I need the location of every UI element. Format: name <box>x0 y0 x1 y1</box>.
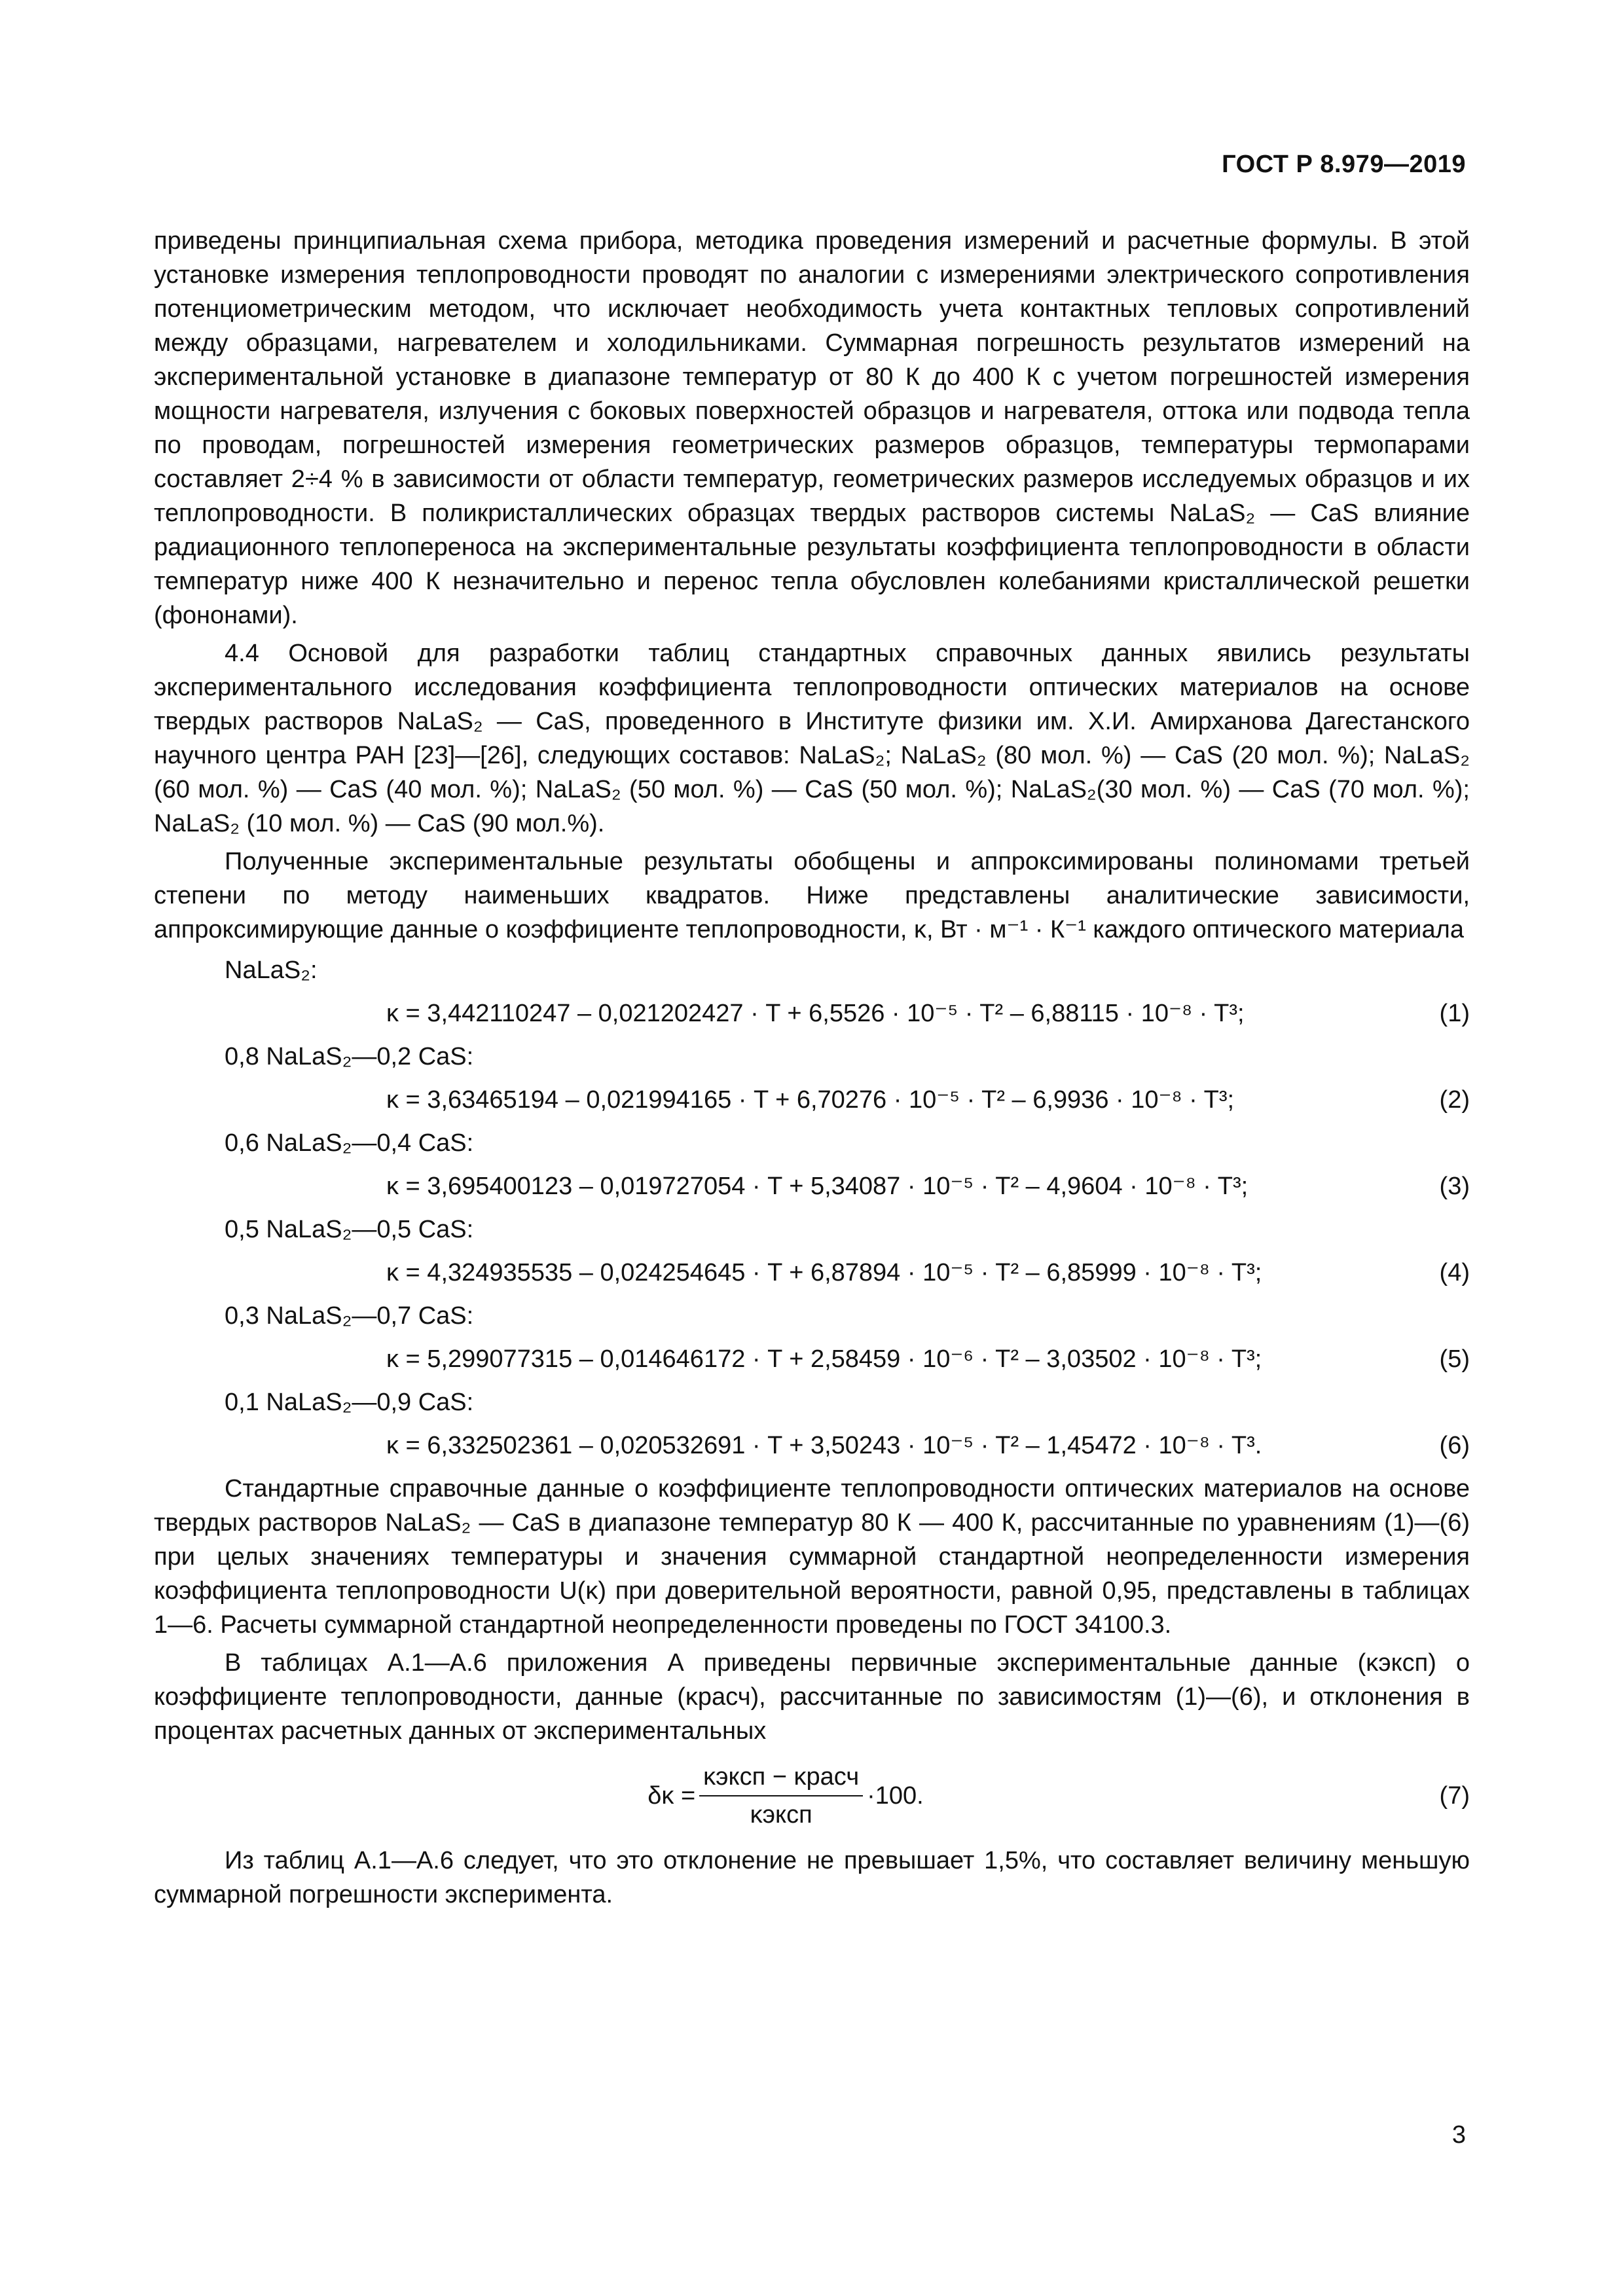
equation-4-formula: κ = 4,324935535 – 0,024254645 · T + 6,87894 · 10⁻⁵ · T² – 6,85999 · 10⁻⁸ · T³; <box>386 1259 1262 1286</box>
paragraph-conclusion: Из таблиц А.1—А.6 следует, что это отклонение не превышает 1,5%, что составляет величину меньшую суммарной погрешности эксперимента. <box>154 1847 1470 1908</box>
equation-3-row <box>154 1169 1470 1203</box>
equation-7-denominator: κэксп <box>750 1801 812 1829</box>
equation-2-formula: κ = 3,63465194 – 0,021994165 · T + 6,70276 · 10⁻⁵ · T² – 6,9936 · 10⁻⁸ · T³; <box>386 1086 1235 1114</box>
paragraph-standard-reference-data: Стандартные справочные данные о коэффициенте теплопроводности оптических материалов на основе твердых растворов NaLaS₂ — CaS в диапазоне температур 80 К — 400 К, рассчитанные по уравнениям (1)—(6) при целых значениях температуры и значения суммарной стандартной неопределенности измерения коэффициента теплопроводности U(κ) при доверительной вероятности, равной 0,95, представлены в таблицах 1—6. Расчеты суммарной стандартной неопределенности проведены по ГОСТ 34100.3. <box>154 1475 1470 1639</box>
equation-3-formula: κ = 3,695400123 – 0,019727054 · T + 5,34087 · 10⁻⁵ · T² – 4,9604 · 10⁻⁸ · T³; <box>386 1173 1249 1200</box>
equation-7-formula <box>154 1760 1417 1832</box>
equation-3-label: 0,6 NaLaS₂—0,4 CaS: <box>225 1129 474 1157</box>
equation-7-lhs: δκ = <box>647 1782 696 1810</box>
equation-4-label: 0,5 NaLaS₂—0,5 CaS: <box>225 1216 474 1243</box>
equation-6-number: (6) <box>1439 1432 1470 1459</box>
paragraph-approximation-intro: Полученные экспериментальные результаты обобщены и аппроксимированы полиномами третьей степени по методу наименьших квадратов. Ниже представлены аналитические зависимости, аппроксимирующие данные о коэффициенте теплопроводности, κ, Вт · м⁻¹ · К⁻¹ каждого оптического материала <box>154 848 1470 943</box>
equation-1-formula: κ = 3,442110247 – 0,021202427 · T + 6,5526 · 10⁻⁵ · T² – 6,88115 · 10⁻⁸ · T³; <box>386 1000 1245 1027</box>
equation-1-row <box>154 996 1470 1030</box>
document-body <box>154 224 1470 1912</box>
paragraph-appendix-tables: В таблицах А.1—А.6 приложения А приведены первичные экспериментальные данные (κэксп) о коэффициенте теплопроводности, данные (κрасч), рассчитанные по зависимостям (1)—(6), и отклонения в процентах расчетных данных от экспериментальных <box>154 1649 1470 1745</box>
equation-6-row <box>154 1429 1470 1463</box>
equation-7-number: (7) <box>1439 1782 1470 1810</box>
equation-5-label: 0,3 NaLaS₂—0,7 CaS: <box>225 1302 474 1330</box>
equation-4-number: (4) <box>1439 1259 1470 1286</box>
equation-6-formula: κ = 6,332502361 – 0,020532691 · T + 3,50243 · 10⁻⁵ · T² – 1,45472 · 10⁻⁸ · T³. <box>386 1432 1262 1459</box>
equation-1-label: NaLaS₂: <box>225 957 318 984</box>
equation-2-label: 0,8 NaLaS₂—0,2 CaS: <box>225 1043 474 1070</box>
page-number: 3 <box>1451 2121 1466 2149</box>
equation-2-number: (2) <box>1439 1086 1470 1114</box>
equation-4-row <box>154 1256 1470 1290</box>
standard-code-header: ГОСТ Р 8.979—2019 <box>1222 151 1466 178</box>
equation-2-row <box>154 1083 1470 1117</box>
paragraph-section-4-4: 4.4 Основой для разработки таблиц стандартных справочных данных явились результаты экспериментального исследования коэффициента теплопроводности оптических материалов на основе твердых растворов NaLaS₂ — CaS, проведенного в Институте физики им. Х.И. Амирханова Дагестанского научного центра РАН [23]—[26], следующих составов: NaLaS₂; NaLaS₂ (80 мол. %) — CaS (20 мол. %); NaLaS₂ (60 мол. %) — CaS (40 мол. %); NaLaS₂ (50 мол. %) — CaS (50 мол. %); NaLaS₂(30 мол. %) — CaS (70 мол. %); NaLaS₂ (10 мол. %) — CaS (90 мол.%). <box>154 640 1470 837</box>
equation-3-number: (3) <box>1439 1173 1470 1200</box>
equation-5-number: (5) <box>1439 1345 1470 1373</box>
equation-6-label: 0,1 NaLaS₂—0,9 CaS: <box>225 1389 474 1416</box>
equation-7-fraction <box>699 1760 863 1832</box>
equation-1-number: (1) <box>1439 1000 1470 1027</box>
equation-5-row <box>154 1342 1470 1376</box>
equation-7-tail: ·100. <box>867 1782 924 1810</box>
equation-7-numerator: κэксп − κрасч <box>699 1760 863 1796</box>
paragraph-setup-description: приведены принципиальная схема прибора, методика проведения измерений и расчетные формулы. В этой установке измерения теплопроводности проводят по аналогии с измерениями электрического сопротивления потенциометрическим методом, что исключает необходимость учета контактных тепловых сопротивлений между образцами, нагревателем и холодильниками. Суммарная погрешность результатов измерений на экспериментальной установке в диапазоне температур от 80 К до 400 К с учетом погрешностей измерения мощности нагревателя, излучения с боковых поверхностей образцов и нагревателя, оттока или подвода тепла по проводам, погрешностей измерения геометрических размеров образцов, температуры термопарами составляет 2÷4 % в зависимости от области температур, геометрических размеров исследуемых образцов и их теплопроводности. В поликристаллических образцах твердых растворов системы NaLaS₂ — CaS влияние радиационного теплопереноса на экспериментальные результаты коэффициента теплопроводности в области температур ниже 400 К незначительно и перенос тепла обусловлен колебаниями кристаллической решетки (фононами). <box>154 227 1470 629</box>
equation-7-row <box>154 1760 1470 1832</box>
equation-5-formula: κ = 5,299077315 – 0,014646172 · T + 2,58459 · 10⁻⁶ · T² – 3,03502 · 10⁻⁸ · T³; <box>386 1345 1262 1373</box>
